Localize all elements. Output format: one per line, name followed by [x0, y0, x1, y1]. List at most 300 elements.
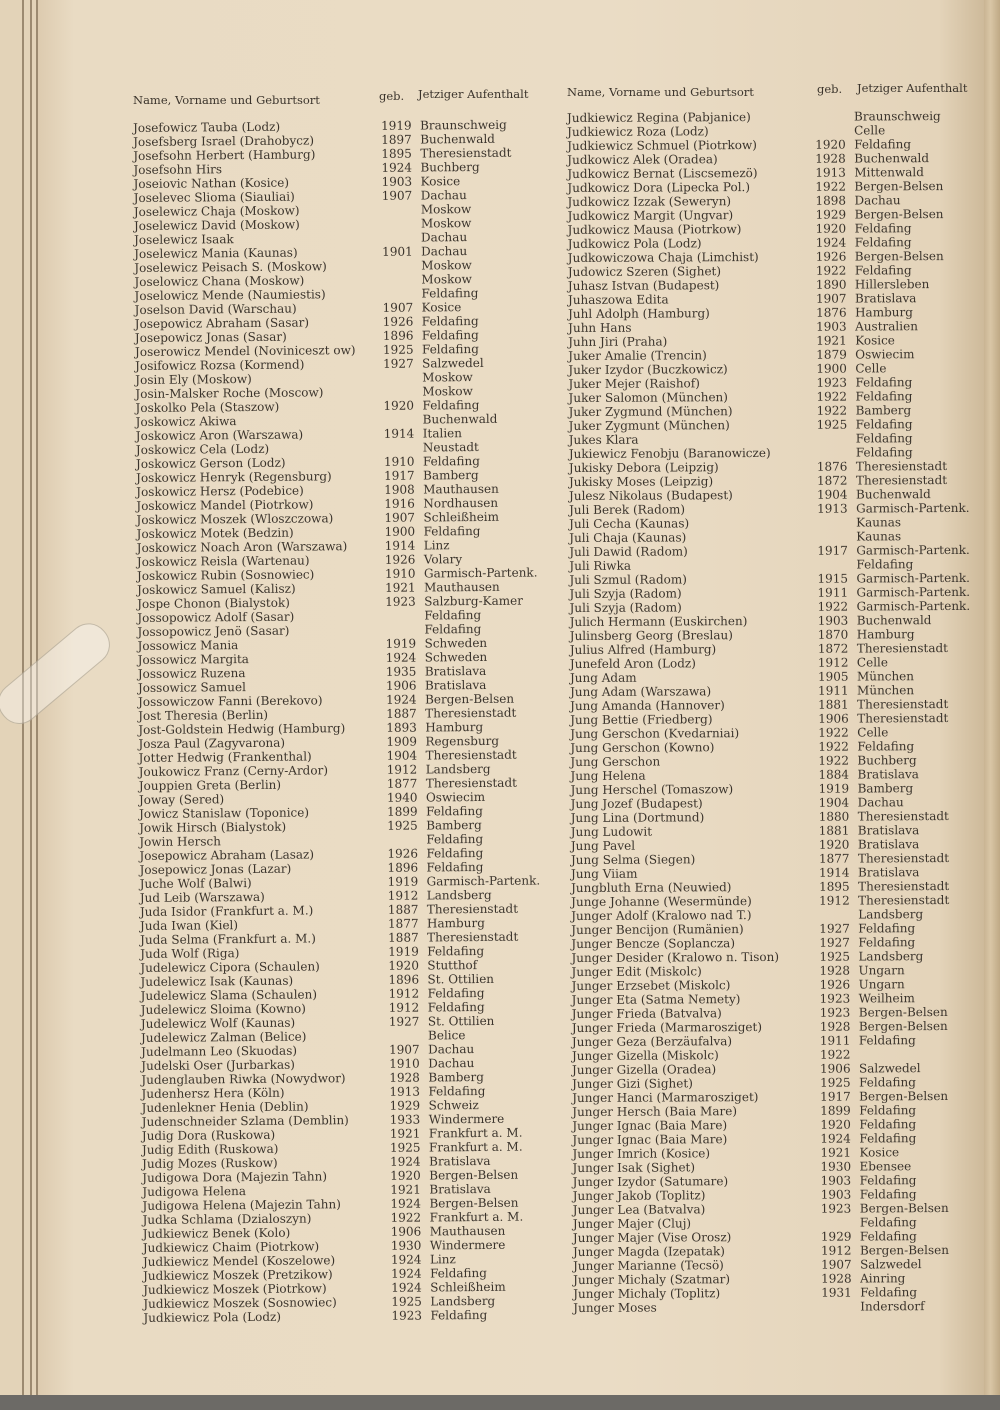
entry-residence: Kosice: [421, 300, 462, 315]
entry-name: Junger Izydor (Satumare): [572, 1174, 729, 1189]
entry-birth-year: 1903: [820, 1187, 852, 1202]
entry-name: Jowin Hersch: [139, 834, 221, 849]
entry-name: Judenschneider Szlama (Demblin): [141, 1113, 349, 1129]
entry-residence: Bergen-Belsen: [859, 1089, 949, 1104]
entry-residence: Dachau: [857, 795, 904, 810]
entry-residence: Mauthausen: [429, 1223, 506, 1239]
entry-residence: Ungarn: [858, 977, 905, 992]
entry-residence: Frankfurt a. M.: [428, 1139, 523, 1155]
entry-residence: Salzwedel: [860, 1257, 922, 1272]
entry-birth-year: 1919: [387, 874, 419, 889]
entry-birth-year: 1872: [816, 473, 848, 488]
entry-birth-year: 1913: [817, 501, 848, 516]
entry-residence: Bergen-Belsen: [424, 691, 515, 707]
entry-birth-year: 1923: [819, 1005, 851, 1020]
entry-birth-year: 1928: [815, 151, 846, 166]
entry-name: Judkiewicz Moszek (Piotrkow): [143, 1281, 327, 1297]
entry-name: Judka Schlama (Dzialoszyn): [142, 1211, 312, 1227]
entry-birth-year: 1920: [815, 221, 847, 236]
entry-name: Judkowicz Bernat (Liscsemezö): [567, 166, 758, 181]
entry-name: Junger Imrich (Kosice): [572, 1146, 711, 1161]
entry-birth-year: 1896: [388, 972, 420, 987]
entry-birth-year: 1915: [817, 571, 849, 586]
entry-residence: Bratislava: [424, 663, 487, 679]
entry-residence: Kosice: [855, 333, 895, 348]
entry-name: Juli Szyja (Radom): [569, 586, 682, 601]
entry-residence: Bergen-Belsen: [859, 1201, 949, 1216]
entry-birth-year: 1925: [389, 1140, 421, 1155]
entry-residence: Feldafing: [856, 557, 914, 572]
entry-name: Juker Salomon (München): [568, 390, 728, 405]
entry-residence: Theresienstadt: [857, 851, 950, 866]
entry-residence: Garmisch-Partenk.: [856, 584, 971, 600]
entry-name: Junger Erzsebet (Miskolc): [571, 978, 731, 993]
entry-name: Junger Moses: [573, 1300, 657, 1315]
entry-residence: Garmisch-Partenk.: [856, 570, 971, 586]
entry-residence: Feldafing: [857, 739, 915, 754]
entry-residence: Landsberg: [858, 949, 924, 964]
entry-name: Juli Szyja (Radom): [569, 600, 682, 615]
entry-residence: Feldafing: [421, 341, 479, 357]
entry-birth-year: 1924: [815, 235, 847, 250]
entry-residence: Feldafing: [855, 375, 913, 390]
entry-birth-year: 1925: [819, 949, 851, 964]
entry-name: Jung Gerschon (Kowno): [570, 740, 715, 755]
entry-name: Judkiewicz Regina (Pabjanice): [567, 110, 751, 125]
entry-birth-year: 1921: [816, 333, 847, 348]
entry-name: Judkowicz Margit (Ungvar): [567, 208, 734, 223]
entry-name: Junger Lea (Batvalva): [572, 1202, 706, 1217]
entry-birth-year: 1924: [385, 692, 417, 707]
entry-birth-year: 1912: [820, 1243, 852, 1258]
entry-birth-year: 1907: [381, 188, 413, 203]
entry-birth-year: 1911: [818, 683, 849, 698]
entry-name: Jukes Klara: [568, 432, 639, 447]
entry-birth-year: 1924: [390, 1154, 421, 1169]
entry-residence: Moskow: [421, 272, 472, 287]
entry-birth-year: 1930: [820, 1159, 852, 1174]
entry-residence: Garmisch-Partenk.: [423, 565, 538, 581]
entry-birth-year: 1903: [820, 1173, 852, 1188]
entry-birth-year: 1899: [820, 1103, 851, 1118]
entry-residence: Ainring: [860, 1271, 906, 1286]
entry-name: Juda Isidor (Frankfurt a. M.): [139, 903, 314, 919]
entry-residence: Feldafing: [859, 1173, 917, 1188]
entry-name: Joskolko Pela (Staszow): [135, 399, 280, 415]
entry-residence: Feldafing: [430, 1307, 488, 1323]
entry-residence: Bergen-Belsen: [858, 1019, 948, 1034]
entry-birth-year: 1904: [816, 487, 848, 502]
entry-residence: Kosice: [859, 1145, 900, 1160]
header-born-left: geb.: [379, 89, 405, 103]
entry-name: Judkowicz Pola (Lodz): [567, 236, 702, 251]
entry-name: Juda Iwan (Kiel): [139, 918, 239, 933]
entry-name: Jossowiczow Fanni (Berekovo): [138, 693, 323, 709]
entry-name: Judelewicz Sloima (Kowno): [140, 1001, 306, 1017]
entry-name: Junger Edit (Miskolc): [571, 964, 702, 979]
entry-name: Junger Gizella (Oradea): [571, 1062, 717, 1077]
entry-residence: Feldafing: [854, 235, 912, 250]
entry-name: Joskowicz Aron (Warszawa): [135, 427, 304, 443]
entry-name: Juker Mejer (Raishof): [568, 376, 700, 391]
entry-residence: Bergen-Belsen: [854, 179, 944, 194]
entry-name: Judig Mozes (Ruskow): [142, 1155, 278, 1171]
entry-residence: Hamburg: [426, 915, 485, 931]
entry-name: Julich Hermann (Euskirchen): [569, 614, 748, 629]
entry-residence: Bratislava: [429, 1153, 491, 1169]
entry-residence: Salzburg-Kamer: [424, 593, 524, 609]
entry-residence: Feldafing: [427, 985, 485, 1001]
scan-background: [0, 1395, 1000, 1410]
entry-residence: Schleißheim: [430, 1279, 506, 1295]
entry-birth-year: 1881: [818, 823, 850, 838]
entry-name: Jukisky Moses (Leipzig): [568, 474, 714, 489]
entry-residence: Windermere: [429, 1237, 506, 1253]
entry-name: Junger Michaly (Szatmar): [573, 1272, 731, 1287]
entry-birth-year: 1911: [819, 1033, 851, 1048]
entry-residence: München: [857, 683, 915, 698]
entry-birth-year: 1903: [816, 319, 847, 334]
entry-residence: Bamberg: [428, 1069, 484, 1085]
entry-residence: Theresienstadt: [425, 747, 517, 763]
entry-residence: Buchenwald: [422, 411, 498, 427]
entry-birth-year: 1910: [389, 1056, 420, 1071]
entry-name: Joselewicz Peisach S. (Moskow): [134, 259, 327, 275]
entry-residence: Dachau: [421, 244, 468, 259]
entry-birth-year: 1910: [384, 566, 416, 581]
entry-birth-year: 1919: [385, 636, 417, 651]
entry-name: Juker Zygmunt (München): [568, 418, 730, 433]
entry-name: Joway (Sered): [138, 792, 225, 807]
entry-residence: Bergen-Belsen: [429, 1195, 519, 1211]
entry-birth-year: 1919: [380, 118, 412, 133]
entry-name: Jung Adam: [569, 670, 637, 685]
entry-residence: Schweden: [424, 649, 488, 665]
entry-name: Joselewicz Isaak: [133, 232, 234, 247]
entry-name: Judigowa Dora (Majezin Tahn): [142, 1169, 328, 1185]
entry-residence: Salzwedel: [422, 355, 484, 371]
entry-birth-year: 1906: [390, 1224, 422, 1239]
entry-name: Josin Ely (Moskow): [135, 371, 252, 387]
entry-birth-year: 1924: [391, 1280, 422, 1295]
entry-name: Judelewicz Slama (Schaulen): [140, 987, 318, 1003]
entry-name: Judenlekner Henia (Deblin): [141, 1099, 309, 1115]
entry-name: Joskowicz Akiwa: [135, 414, 237, 429]
entry-name: Josin-Malsker Roche (Moscow): [135, 385, 324, 401]
entry-name: Jospe Chonon (Bialystok): [137, 595, 290, 611]
entry-name: Juhaszowa Edita: [567, 292, 669, 307]
entry-name: Jossowicz Samuel: [137, 680, 246, 695]
entry-name: Junge Johanne (Wesermünde): [571, 894, 752, 909]
entry-name: Julinsberg Georg (Breslau): [569, 628, 733, 643]
entry-name: Josefowicz Tauba (Lodz): [133, 119, 281, 135]
entry-birth-year: 1933: [389, 1112, 421, 1127]
entry-residence: Moskow: [422, 370, 473, 385]
entry-name: Judkiewicz Roza (Lodz): [567, 124, 709, 139]
entry-residence: Linz: [429, 1252, 456, 1267]
entry-name: Judkiewicz Benek (Kolo): [142, 1225, 291, 1241]
entry-residence: München: [856, 669, 915, 684]
entry-birth-year: 1912: [819, 893, 850, 908]
entry-birth-year: 1925: [391, 1294, 422, 1309]
entry-birth-year: 1881: [818, 697, 849, 712]
entry-residence: Bamberg: [426, 817, 482, 833]
binding-shadow: [984, 0, 1000, 1395]
entry-birth-year: 1912: [386, 762, 418, 777]
entry-name: Judelski Oser (Jurbarkas): [141, 1057, 295, 1073]
entry-residence: Buchenwald: [854, 151, 930, 166]
entry-residence: Weilheim: [858, 991, 915, 1006]
entry-residence: Moskow: [421, 258, 472, 273]
entry-birth-year: 1906: [818, 711, 849, 726]
entry-name: Jowicz Stanislaw (Toponice): [138, 805, 310, 821]
entry-birth-year: 1898: [815, 193, 847, 208]
entry-residence: Bamberg: [857, 781, 914, 796]
entry-birth-year: 1907: [384, 510, 416, 525]
entry-birth-year: 1907: [815, 291, 847, 306]
entry-name: Junger Adolf (Kralowo nad T.): [571, 908, 752, 923]
entry-name: Junger Ignac (Baia Mare): [572, 1118, 728, 1133]
entry-name: Jossowicz Ruzena: [137, 666, 246, 681]
entry-birth-year: 1900: [816, 361, 847, 376]
entry-name: Juhn Hans: [568, 320, 632, 335]
entry-birth-year: 1928: [389, 1070, 420, 1085]
entry-residence: Schweden: [424, 635, 488, 651]
entry-birth-year: 1920: [388, 958, 419, 973]
entry-name: Juda Selma (Frankfurt a. M.): [140, 931, 316, 947]
entry-birth-year: 1870: [817, 627, 849, 642]
entry-name: Judkiewicz Schmuel (Piotrkow): [567, 138, 757, 153]
entry-residence: St. Ottilien: [427, 1013, 495, 1029]
entry-birth-year: 1917: [817, 543, 848, 558]
entry-residence: Feldafing: [859, 1187, 917, 1202]
entry-name: Judkowicz Dora (Lipecka Pol.): [567, 180, 751, 195]
entry-birth-year: 1929: [820, 1229, 852, 1244]
entry-name: Josepowicz Jonas (Sasar): [134, 329, 287, 345]
entry-residence: Bergen-Belsen: [859, 1243, 949, 1258]
entry-residence: Buchenwald: [420, 131, 496, 147]
entry-residence: Bamberg: [855, 403, 912, 418]
entry-name: Jung Pavel: [570, 838, 636, 853]
entry-birth-year: 1924: [390, 1196, 422, 1211]
entry-name: Jotter Hedwig (Frankenthal): [138, 749, 312, 765]
entry-name: Joskowicz Motek (Bedzin): [136, 525, 294, 541]
entry-residence: Kosice: [420, 174, 461, 189]
entry-residence: Feldafing: [425, 803, 483, 819]
entry-birth-year: 1924: [820, 1131, 851, 1146]
entry-residence: Feldafing: [421, 327, 479, 343]
entry-residence: Dachau: [420, 188, 467, 203]
entry-residence: Celle: [857, 725, 889, 740]
entry-birth-year: 1895: [819, 879, 850, 894]
entry-residence: Schweiz: [428, 1098, 479, 1113]
entry-residence: Feldafing: [426, 845, 484, 861]
entry-name: Jung Jozef (Budapest): [570, 796, 703, 811]
entry-name: Juda Wolf (Riga): [140, 946, 240, 961]
entry-name: Jukisky Debora (Leipzig): [568, 460, 719, 475]
entry-name: Judowicz Szeren (Sighet): [567, 264, 722, 279]
entry-name: Joselowicz Mende (Naumiestis): [134, 287, 326, 303]
entry-birth-year: 1917: [820, 1089, 851, 1104]
entry-name: Jung Herschel (Tomaszow): [570, 782, 734, 797]
entry-residence: Schleißheim: [423, 509, 500, 525]
entry-residence: Garmisch-Partenk.: [856, 500, 970, 516]
entry-name: Jung Bettie (Friedberg): [570, 712, 713, 727]
entry-birth-year: 1922: [819, 1047, 851, 1062]
entry-name: Josepowicz Abraham (Lasaz): [139, 847, 315, 863]
entry-residence: Feldafing: [427, 943, 485, 959]
entry-residence: Bratislava: [857, 865, 920, 880]
entry-birth-year: 1890: [815, 277, 847, 292]
entry-name: Junger Isak (Sighet): [572, 1160, 696, 1175]
entry-residence: Feldafing: [422, 453, 480, 469]
entry-birth-year: 1899: [386, 804, 418, 819]
entry-residence: Feldafing: [855, 445, 913, 460]
entry-residence: Kaunas: [856, 515, 902, 530]
entry-name: Juker Zygmund (München): [568, 404, 733, 419]
entry-residence: Garmisch-Partenk.: [856, 542, 970, 558]
entry-birth-year: 1895: [381, 146, 412, 161]
entry-name: Judkowicz Alek (Oradea): [567, 152, 718, 167]
header-name-right: Name, Vorname und Geburtsort: [567, 85, 754, 99]
entry-residence: Feldafing: [426, 831, 484, 847]
entry-birth-year: 1922: [815, 263, 847, 278]
entry-birth-year: 1912: [388, 1000, 420, 1015]
entry-birth-year: 1927: [388, 1014, 420, 1029]
entry-name: Judkowicz Mausa (Piotrkow): [567, 222, 742, 237]
entry-residence: Hillersleben: [854, 277, 930, 292]
entry-name: Joskowicz Hersz (Podebice): [136, 483, 304, 499]
entry-name: Jung Adam (Warszawa): [570, 684, 712, 699]
entry-birth-year: 1926: [384, 552, 416, 567]
entry-residence: Feldafing: [859, 1103, 917, 1118]
entry-name: Joskowicz Cela (Lodz): [135, 441, 270, 457]
entry-name: Judigowa Helena: [142, 1184, 246, 1199]
entry-birth-year: 1908: [384, 482, 415, 497]
entry-birth-year: 1903: [817, 613, 849, 628]
entry-name: Juli Dawid (Radom): [569, 544, 688, 559]
entry-residence: Frankfurt a. M.: [428, 1125, 523, 1141]
entry-birth-year: 1925: [382, 342, 414, 357]
entry-birth-year: 1922: [818, 753, 849, 768]
entry-birth-year: 1884: [818, 767, 850, 782]
entry-name: Jung Selma (Siegen): [570, 852, 696, 867]
entry-birth-year: 1907: [382, 300, 414, 315]
entry-birth-year: 1901: [382, 244, 413, 259]
entry-name: Jung Gerschon (Kvedarniai): [570, 726, 740, 741]
entry-name: Judelewicz Zalman (Belice): [140, 1029, 307, 1045]
entry-residence: Feldafing: [859, 1075, 916, 1090]
entry-residence: Bamberg: [423, 467, 479, 483]
entry-birth-year: 1914: [383, 426, 415, 441]
entry-birth-year: 1923: [819, 991, 851, 1006]
entry-birth-year: 1923: [816, 375, 848, 390]
entry-residence: Feldafing: [430, 1265, 487, 1281]
entry-residence: Feldafing: [854, 263, 912, 278]
entry-name: Junger Eta (Satma Nemety): [571, 992, 741, 1007]
entry-residence: Feldafing: [426, 859, 484, 875]
entry-name: Judelmann Leo (Skuodas): [141, 1043, 298, 1059]
entry-birth-year: 1931: [821, 1285, 852, 1300]
entry-residence: Theresienstadt: [855, 459, 948, 474]
entry-name: Judenhersz Hera (Köln): [141, 1085, 285, 1101]
entry-name: Jung Amanda (Hannover): [570, 698, 725, 713]
entry-name: Junger Majer (Cluj): [572, 1216, 692, 1231]
entry-name: Joseiovic Nathan (Kosice): [133, 175, 290, 191]
entry-name: Joskowicz Mandel (Piotrkow): [136, 497, 314, 513]
entry-name: Jud Leib (Warszawa): [139, 889, 265, 905]
entry-birth-year: 1921: [820, 1145, 852, 1160]
entry-birth-year: 1920: [390, 1168, 421, 1183]
entry-name: Juli Cecha (Kaunas): [569, 516, 690, 531]
entry-birth-year: 1917: [384, 468, 415, 483]
entry-birth-year: 1922: [818, 725, 849, 740]
entry-residence: Feldafing: [858, 1033, 916, 1048]
entry-residence: Feldafing: [855, 431, 913, 446]
entry-birth-year: 1922: [817, 599, 849, 614]
entry-residence: Theresienstadt: [858, 879, 950, 894]
entry-birth-year: 1922: [390, 1210, 422, 1225]
entry-residence: Landsberg: [425, 761, 491, 777]
entry-name: Judkiewicz Mendel (Koszelowe): [142, 1253, 336, 1269]
entry-residence: Celle: [855, 361, 887, 376]
entry-birth-year: 1919: [388, 944, 419, 959]
entry-birth-year: 1907: [821, 1257, 852, 1272]
entry-residence: Mauthausen: [424, 579, 500, 595]
entry-name: Jost Theresia (Berlin): [138, 707, 269, 723]
entry-name: Juhl Adolph (Hamburg): [568, 306, 710, 321]
entry-name: Juli Berek (Radom): [569, 502, 686, 517]
entry-residence: Garmisch-Partenk.: [426, 873, 541, 889]
entry-residence: Frankfurt a. M.: [429, 1209, 524, 1225]
entry-birth-year: 1927: [383, 356, 414, 371]
entry-birth-year: 1903: [381, 174, 413, 189]
entry-birth-year: 1926: [819, 977, 851, 992]
entry-residence: Bergen-Belsen: [429, 1167, 519, 1183]
entry-name: Joserowicz Mendel (Noviniceszt ow): [134, 343, 356, 359]
entry-residence: Regensburg: [425, 733, 500, 749]
entry-name: Jung Gerschon: [570, 754, 661, 769]
entry-birth-year: 1924: [381, 160, 413, 175]
entry-residence: Garmisch-Partenk.: [856, 598, 971, 614]
entry-birth-year: 1920: [818, 837, 850, 852]
entry-residence: Bratislava: [857, 767, 919, 782]
entry-name: Juche Wolf (Balwi): [139, 875, 252, 891]
entry-name: Junger Michaly (Toplitz): [573, 1286, 721, 1301]
entry-birth-year: 1923: [385, 594, 416, 609]
entry-residence: Feldafing: [424, 607, 482, 623]
entry-birth-year: 1935: [385, 664, 417, 679]
entry-name: Junger Magda (Izepatak): [572, 1244, 726, 1259]
entry-birth-year: 1904: [386, 748, 418, 763]
entry-birth-year: 1919: [818, 781, 850, 796]
entry-birth-year: 1910: [383, 454, 415, 469]
entry-residence: Indersdorf: [860, 1299, 925, 1314]
entry-name: Jung Ludowit: [570, 824, 653, 839]
entry-residence: Celle: [856, 655, 888, 670]
entry-residence: Bergen-Belsen: [854, 207, 944, 222]
entry-residence: Buchenwald: [856, 613, 932, 628]
entry-name: Junger Jakob (Toplitz): [572, 1188, 706, 1203]
entry-name: Judkiewicz Moszek (Pretzikow): [143, 1267, 333, 1283]
entry-residence: Braunschweig: [853, 109, 941, 124]
entry-name: Joskowicz Henryk (Regensburg): [136, 469, 332, 485]
entry-birth-year: 1912: [388, 986, 420, 1001]
entry-residence: Neustadt: [422, 439, 479, 455]
entry-birth-year: 1924: [391, 1266, 422, 1281]
entry-birth-year: 1922: [816, 389, 848, 404]
entry-residence: Landsberg: [858, 907, 924, 922]
